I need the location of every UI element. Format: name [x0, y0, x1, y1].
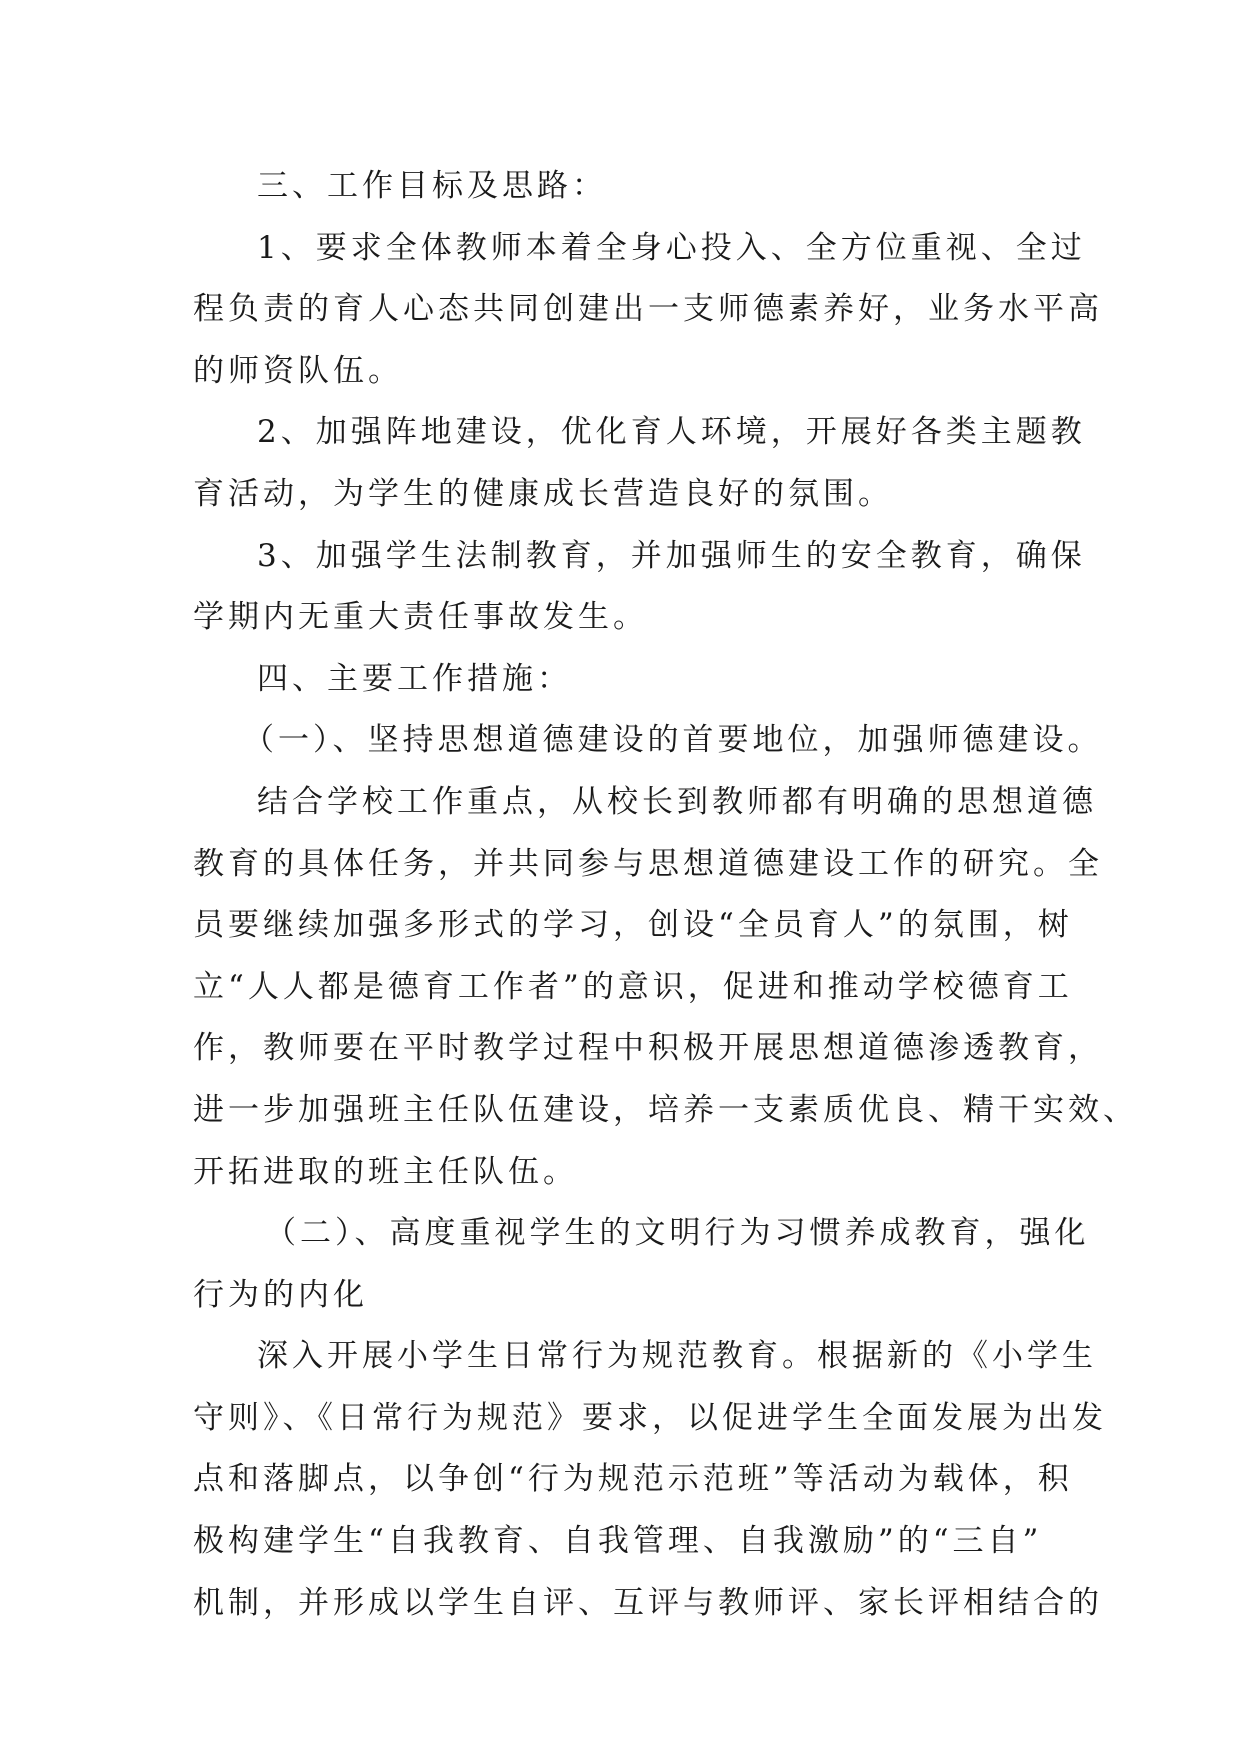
subsection-heading-2: （二）、高度重视学生的文明行为习惯养成教育，强化: [265, 1215, 1090, 1252]
paragraph-line: 作，教师要在平时教学过程中积极开展思想道德渗透教育，: [193, 1030, 1103, 1067]
subsection-heading-1: （一）、坚持思想道德建设的首要地位，加强师德建设。: [243, 722, 1103, 759]
paragraph-line: 结合学校工作重点，从校长到教师都有明确的思想道德: [257, 783, 1097, 820]
document-body: [193, 156, 1138, 1634]
paragraph-line: 教育的具体任务，并共同参与思想道德建设工作的研究。全: [193, 845, 1103, 882]
paragraph-line: 立“人人都是德育工作者”的意识，促进和推动学校德育工: [193, 968, 1073, 1005]
section-heading-goals: 三、工作目标及思路：: [257, 168, 607, 204]
paragraph-line: 3、加强学生法制教育，并加强师生的安全教育，确保: [257, 537, 1086, 574]
section-heading-measures: 四、主要工作措施：: [257, 660, 572, 697]
paragraph-line: 学期内无重大责任事故发生。: [193, 599, 648, 636]
paragraph-line: 守则》、《日常行为规范》要求，以促进学生全面发展为出发: [193, 1399, 1107, 1436]
paragraph-line: 深入开展小学生日常行为规范教育。根据新的《小学生: [257, 1338, 1097, 1375]
paragraph-line: 员要继续加强多形式的学习，创设“全员育人”的氛围，树: [193, 907, 1073, 944]
paragraph-line: 行为的内化: [193, 1276, 368, 1313]
paragraph-line: 程负责的育人心态共同创建出一支师德素养好，业务水平高: [193, 291, 1103, 328]
paragraph-line: 进一步加强班主任队伍建设，培养一支素质优良、精干实效、: [193, 1091, 1138, 1128]
paragraph-line: 开拓进取的班主任队伍。: [193, 1153, 578, 1190]
paragraph-line: 育活动，为学生的健康成长营造良好的氛围。: [193, 475, 893, 512]
paragraph-line: 点和落脚点，以争创“行为规范示范班”等活动为载体，积: [193, 1461, 1073, 1498]
paragraph-line: 的师资队伍。: [193, 352, 403, 389]
paragraph-line: 极构建学生“自我教育、自我管理、自我激励”的“三自”: [193, 1523, 1043, 1560]
paragraph-line: 1、要求全体教师本着全身心投入、全方位重视、全过: [257, 229, 1086, 266]
paragraph-line: 机制，并形成以学生自评、互评与教师评、家长评相结合的: [193, 1584, 1103, 1621]
paragraph-line: 2、加强阵地建设，优化育人环境，开展好各类主题教: [257, 414, 1086, 451]
